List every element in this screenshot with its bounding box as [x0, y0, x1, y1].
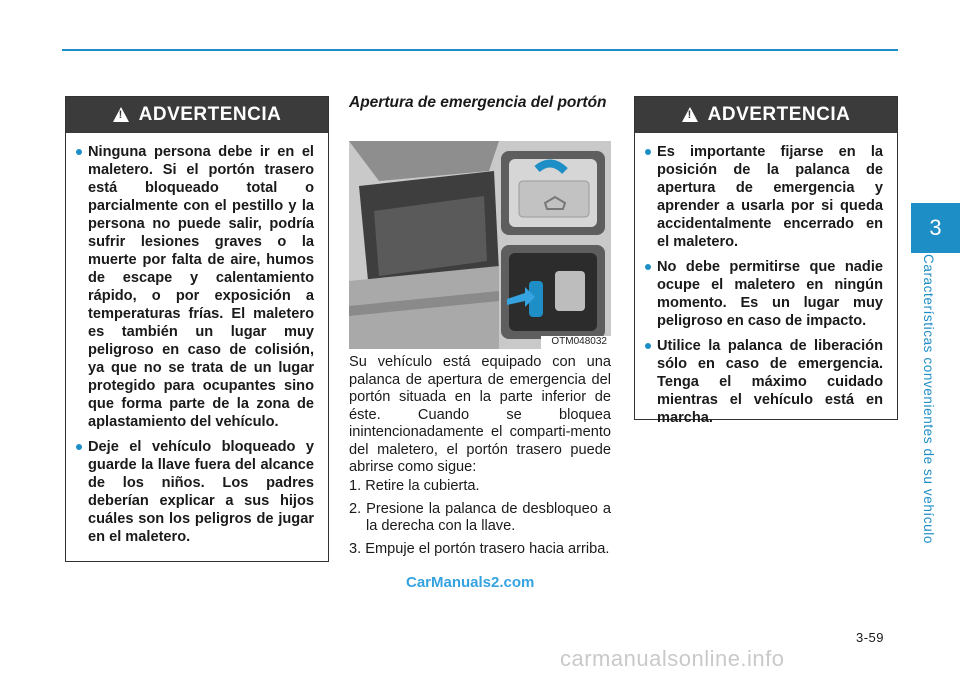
- carmanuals-watermark: CarManuals2.com: [406, 574, 535, 591]
- warning-header: [635, 97, 897, 133]
- online-watermark: carmanualsonline.info: [560, 646, 785, 671]
- tailgate-photo: [349, 141, 611, 349]
- warning-list: [66, 133, 328, 565]
- steps-list: [349, 478, 611, 563]
- chapter-side-label: [921, 254, 948, 554]
- warning-heading: ADVERTENCIA: [707, 104, 851, 125]
- warning-box-left: [65, 96, 329, 562]
- step-item: 2. Presione la palanca de desbloqueo a la derecha con la llave.: [349, 500, 611, 534]
- warning-triangle-icon: !: [113, 107, 129, 122]
- warning-header: [66, 97, 328, 133]
- warning-item: Es importante fijarse en la posición de la palanca de apertura de emergencia y aprender a usarla por si queda accidentalmente encerrado en el maletero.: [657, 144, 883, 250]
- warning-heading: ADVERTENCIA: [138, 104, 282, 125]
- warning-item: Utilice la palanca de liberación sólo en caso de emergencia. Tenga el máximo cuidado mientras el vehículo está en marcha.: [657, 338, 883, 426]
- step-item: 1. Retire la cubierta.: [349, 478, 480, 494]
- body-paragraph: Su vehículo está equipado con una palanca de apertura de emergencia del portón situada en la parte inferior de éste. Cuando se bloquea inintencionadamente el comparti-mento del maletero, el portón trasero puede abrirse como sigue:: [349, 354, 611, 475]
- top-rule: [62, 49, 898, 51]
- warning-item: Ninguna persona debe ir en el maletero. Si el portón trasero está bloqueado total o parcialmente con el pestillo y la persona no puede salir, podría sufrir lesiones graves o la muerte por falta de aire, humos de escape y calentamiento rápido, o por exposición a temperaturas frías. El maletero es también un lugar muy peligroso en caso de colisión, ya que no se trata de un lugar protegido para ocupantes sino que forma parte de la zona de aplastamiento del vehículo.: [88, 144, 314, 430]
- chapter-label-text: Características convenientes de su vehículo: [921, 254, 936, 544]
- warning-list: [635, 133, 897, 446]
- step-item: 3. Empuje el portón trasero hacia arriba.: [349, 540, 610, 557]
- image-code: OTM048032: [551, 336, 607, 347]
- warning-box-right: [634, 96, 898, 426]
- tailgate-illustration: [349, 141, 611, 349]
- chapter-tab: 3: [911, 203, 960, 253]
- warning-item: No debe permitirse que nadie ocupe el maletero en ningún momento. Es un lugar muy peligroso en caso de impacto.: [657, 259, 883, 329]
- warning-triangle-icon: !: [682, 107, 698, 122]
- warning-item: Deje el vehículo bloqueado y guarde la llave fuera del alcance de los niños. Los padres deberían explicar a sus hijos cuáles son los peligros de jugar en el maletero.: [88, 439, 314, 545]
- section-title: Apertura de emergencia del portón: [349, 94, 607, 111]
- page-number: 3-59: [856, 630, 885, 645]
